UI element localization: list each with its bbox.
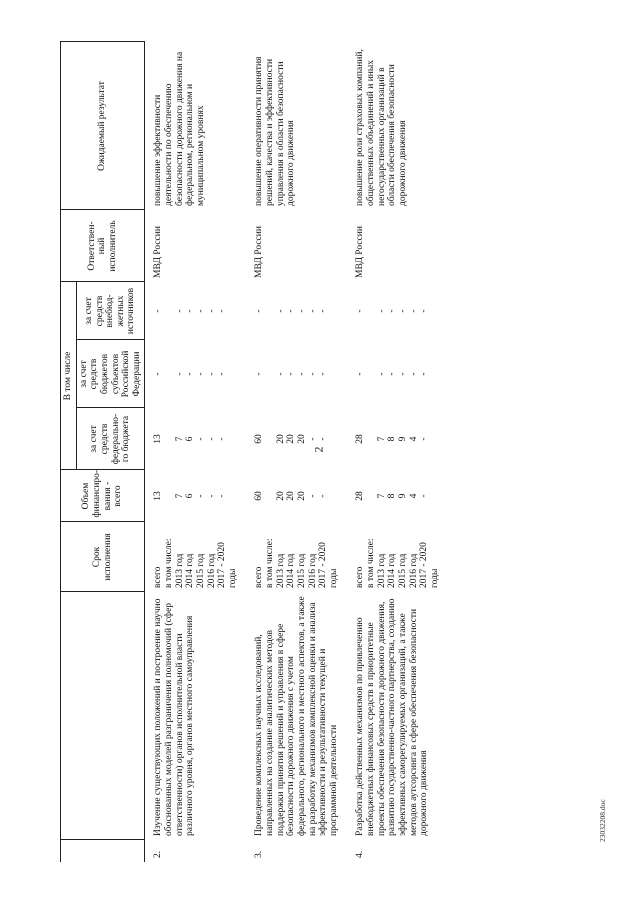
federal-cell (145, 408, 247, 470)
federal-cell-line: - (217, 437, 228, 441)
extra-cell-line: - (153, 309, 164, 313)
header-executor: Ответствен-ный исполнитель (61, 210, 145, 282)
extra-cell-line: - (376, 309, 387, 313)
result-cell: повышение оперативности принятия решений, качества и эффективности управления в области безопасности дорожного движения (254, 56, 297, 206)
volume-cell (145, 470, 247, 522)
regional-cell-line: - (217, 372, 228, 376)
federal-cell-line: 8 (387, 436, 398, 442)
table-body (145, 42, 449, 862)
regional-cell-line: - (153, 372, 164, 376)
task-description: Разработка действенных механизмов по привлечению внебюджетных финансовых средств в приоритетные проекты обеспечения безопасности дорожного движения, развитию государственно-частного партнерства, созданию эффективных саморегулируемых организаций, а также методов аутсорсинга в сфере обеспечения безопасности дорожного движения (355, 598, 430, 836)
regional-cell-line: - (254, 372, 265, 376)
volume-cell-line: - (217, 494, 228, 498)
federal-cell-line: 20 (296, 434, 307, 444)
regional-cell-line: - (174, 372, 185, 376)
extra-cell-line: - (397, 309, 408, 313)
term-cell-line: 2013 год (376, 553, 387, 588)
result-cell: повышение роли страховых компаний, общественных объединений и иных негосударственных организаций в области обеспечения безопасности дорожного движения (355, 49, 408, 206)
regional-cell-line: - (275, 372, 286, 376)
volume-cell-line: 60 (254, 491, 265, 501)
term-cell-line: 2016 год (408, 553, 419, 588)
result-cell: повышение эффективности деятельности по обеспечению безопасности дорожного движения на федеральном, региональном и муниципальном уровнях (153, 51, 206, 206)
row-number: 2. (153, 850, 164, 858)
extra-cell-line: - (206, 309, 217, 313)
regional-cell-line: - (408, 372, 419, 376)
term-cell-line: 2015 год (296, 553, 307, 588)
footer-filename: 23032208.doc (598, 799, 607, 842)
federal-cell-line: - (419, 437, 430, 441)
volume-cell (347, 470, 448, 522)
federal-cell-line: 60 (254, 434, 265, 444)
term-cell (246, 522, 347, 592)
regional-cell-line: - (185, 372, 196, 376)
extra-cell-line: - (296, 309, 307, 313)
extra-cell-line: - (174, 309, 185, 313)
task-description: Изучение существующих положений и построение научно обоснованных моделей разграничения полномочий (сфер ответственности) органов исполнительной власти различного уровня, органов местного самоуправления (153, 598, 196, 836)
regional-cell-line: - (419, 372, 430, 376)
header-federal: за счет средств федерально-го бюджета (76, 408, 145, 470)
term-cell-line: всего (254, 566, 265, 588)
volume-cell-line (366, 474, 377, 518)
volume-cell-line: - (307, 494, 318, 498)
regional-cell-line: - (387, 372, 398, 376)
program-table-sheet (60, 42, 620, 862)
regional-cell-line: - (318, 372, 329, 376)
extra-cell-line (366, 286, 377, 336)
term-cell-line: 2017 - 2020 (419, 542, 430, 588)
volume-cell-line: - (195, 494, 206, 498)
regional-cell (347, 340, 448, 408)
regional-cell-line: - (307, 372, 318, 376)
header-extra: за счет средств внебюд-жетных источников (76, 282, 145, 340)
federal-cell-line: 7 (376, 436, 387, 442)
term-cell-line: 2015 год (195, 553, 206, 588)
term-cell-line: 2016 год (307, 553, 318, 588)
volume-cell-line: 4 (408, 493, 419, 499)
extra-cell (246, 282, 347, 340)
extra-cell-line: - (307, 309, 318, 313)
federal-cell-line (366, 412, 377, 466)
volume-cell-line: - (318, 494, 329, 498)
header-volume: Объем финансиро-вания - всего (61, 470, 145, 522)
regional-cell-line: - (296, 372, 307, 376)
federal-cell-line: 20 (286, 434, 297, 444)
extra-cell-line (164, 286, 175, 336)
volume-cell-line: 9 (397, 493, 408, 499)
volume-cell-line (265, 474, 276, 518)
regional-cell (246, 340, 347, 408)
term-cell-line: 2014 год (387, 553, 398, 588)
volume-cell-line: 7 (174, 493, 185, 499)
regional-cell-line (366, 344, 377, 404)
federal-cell-line: 20 (275, 434, 286, 444)
regional-cell-line: - (397, 372, 408, 376)
federal-cell-line: 13 (153, 434, 164, 444)
federal-cell (246, 408, 347, 470)
extra-cell-line: - (217, 309, 228, 313)
federal-cell-line: 6 (185, 436, 196, 442)
regional-cell-line: - (206, 372, 217, 376)
volume-cell-line: 8 (387, 493, 398, 499)
volume-cell-line: 20 (275, 491, 286, 501)
executor-cell: МВД России (254, 226, 265, 278)
term-cell-line: в том числе: (265, 538, 275, 588)
volume-cell (246, 470, 347, 522)
federal-cell-line (164, 412, 175, 466)
federal-cell-line: 7 (174, 436, 185, 442)
term-cell-line: 2013 год (275, 553, 286, 588)
regional-cell-line (164, 344, 175, 404)
page-number: 2 (311, 446, 326, 453)
extra-cell (347, 282, 448, 340)
regional-cell-line: - (195, 372, 206, 376)
term-cell-line: 2015 год (397, 553, 408, 588)
federal-cell-line: - (307, 437, 318, 441)
volume-cell-line: - (419, 494, 430, 498)
extra-cell-line: - (419, 309, 430, 313)
federal-cell-line: 4 (408, 436, 419, 442)
term-cell-line: 2016 год (206, 553, 217, 588)
term-cell-line: в том числе: (164, 538, 174, 588)
row-number: 3. (254, 850, 265, 858)
header-num (61, 840, 145, 862)
volume-cell-line: 7 (376, 493, 387, 499)
term-cell-line: годы (227, 568, 238, 588)
volume-cell-line: 20 (296, 491, 307, 501)
term-cell-line: всего (153, 566, 164, 588)
term-cell-line: 2014 год (185, 553, 196, 588)
extra-cell-line: - (355, 309, 366, 313)
federal-cell (347, 408, 448, 470)
term-cell-line: 2013 год (174, 553, 185, 588)
extra-cell-line: - (387, 309, 398, 313)
regional-cell-line: - (355, 372, 366, 376)
extra-cell-line: - (275, 309, 286, 313)
federal-cell-line: - (318, 437, 329, 441)
regional-cell-line: - (376, 372, 387, 376)
header-result: Ожидаемый результат (61, 42, 145, 210)
executor-cell: МВД России (355, 226, 366, 278)
extra-cell-line: - (318, 309, 329, 313)
extra-cell (145, 282, 247, 340)
header-task (61, 592, 145, 840)
task-description: Проведение комплексных научных исследований, направленных на создание аналитических методов поддержки принятия решений и управления в сфере безопасности дорожного движения с учетом федерального, регионального и местного аспектов, а также на разработку механизмов комплексной оценки и анализа эффективности и результативности текущей и программной деятельности (254, 596, 339, 836)
federal-cell-line: - (195, 437, 206, 441)
term-cell-line: 2017 - 2020 (318, 542, 329, 588)
term-cell-line: 2017 - 2020 (217, 542, 228, 588)
row-number: 4. (355, 850, 366, 858)
table-row (347, 42, 448, 862)
header-regional: за счет средств бюджетов субъектов Российской Федерации (76, 340, 145, 408)
extra-cell-line: - (286, 309, 297, 313)
regional-cell-line: - (286, 372, 297, 376)
extra-cell-line: - (185, 309, 196, 313)
header-term: Срок исполнения (61, 522, 145, 592)
volume-cell-line: 13 (153, 491, 164, 501)
table-row (145, 42, 247, 862)
volume-cell-line: 28 (355, 491, 366, 501)
volume-cell-line: 6 (185, 493, 196, 499)
extra-cell-line: - (195, 309, 206, 313)
federal-cell-line: 9 (397, 436, 408, 442)
federal-cell-line: - (206, 437, 217, 441)
term-cell-line: 2014 год (286, 553, 297, 588)
regional-cell (145, 340, 247, 408)
federal-cell-line (265, 412, 276, 466)
volume-cell-line: - (206, 494, 217, 498)
table-row (246, 42, 347, 862)
term-cell (347, 522, 448, 592)
volume-cell-line (164, 474, 175, 518)
header-including: В том числе (61, 282, 77, 470)
term-cell (145, 522, 247, 592)
executor-cell: МВД России (153, 226, 164, 278)
term-cell-line: всего (355, 566, 366, 588)
federal-cell-line: 28 (355, 434, 366, 444)
volume-cell-line: 20 (286, 491, 297, 501)
term-cell-line: годы (328, 568, 339, 588)
term-cell-line: в том числе: (366, 538, 376, 588)
extra-cell-line (265, 286, 276, 336)
term-cell-line: годы (429, 568, 440, 588)
regional-cell-line (265, 344, 276, 404)
extra-cell-line: - (254, 309, 265, 313)
program-table (60, 41, 448, 862)
extra-cell-line: - (408, 309, 419, 313)
